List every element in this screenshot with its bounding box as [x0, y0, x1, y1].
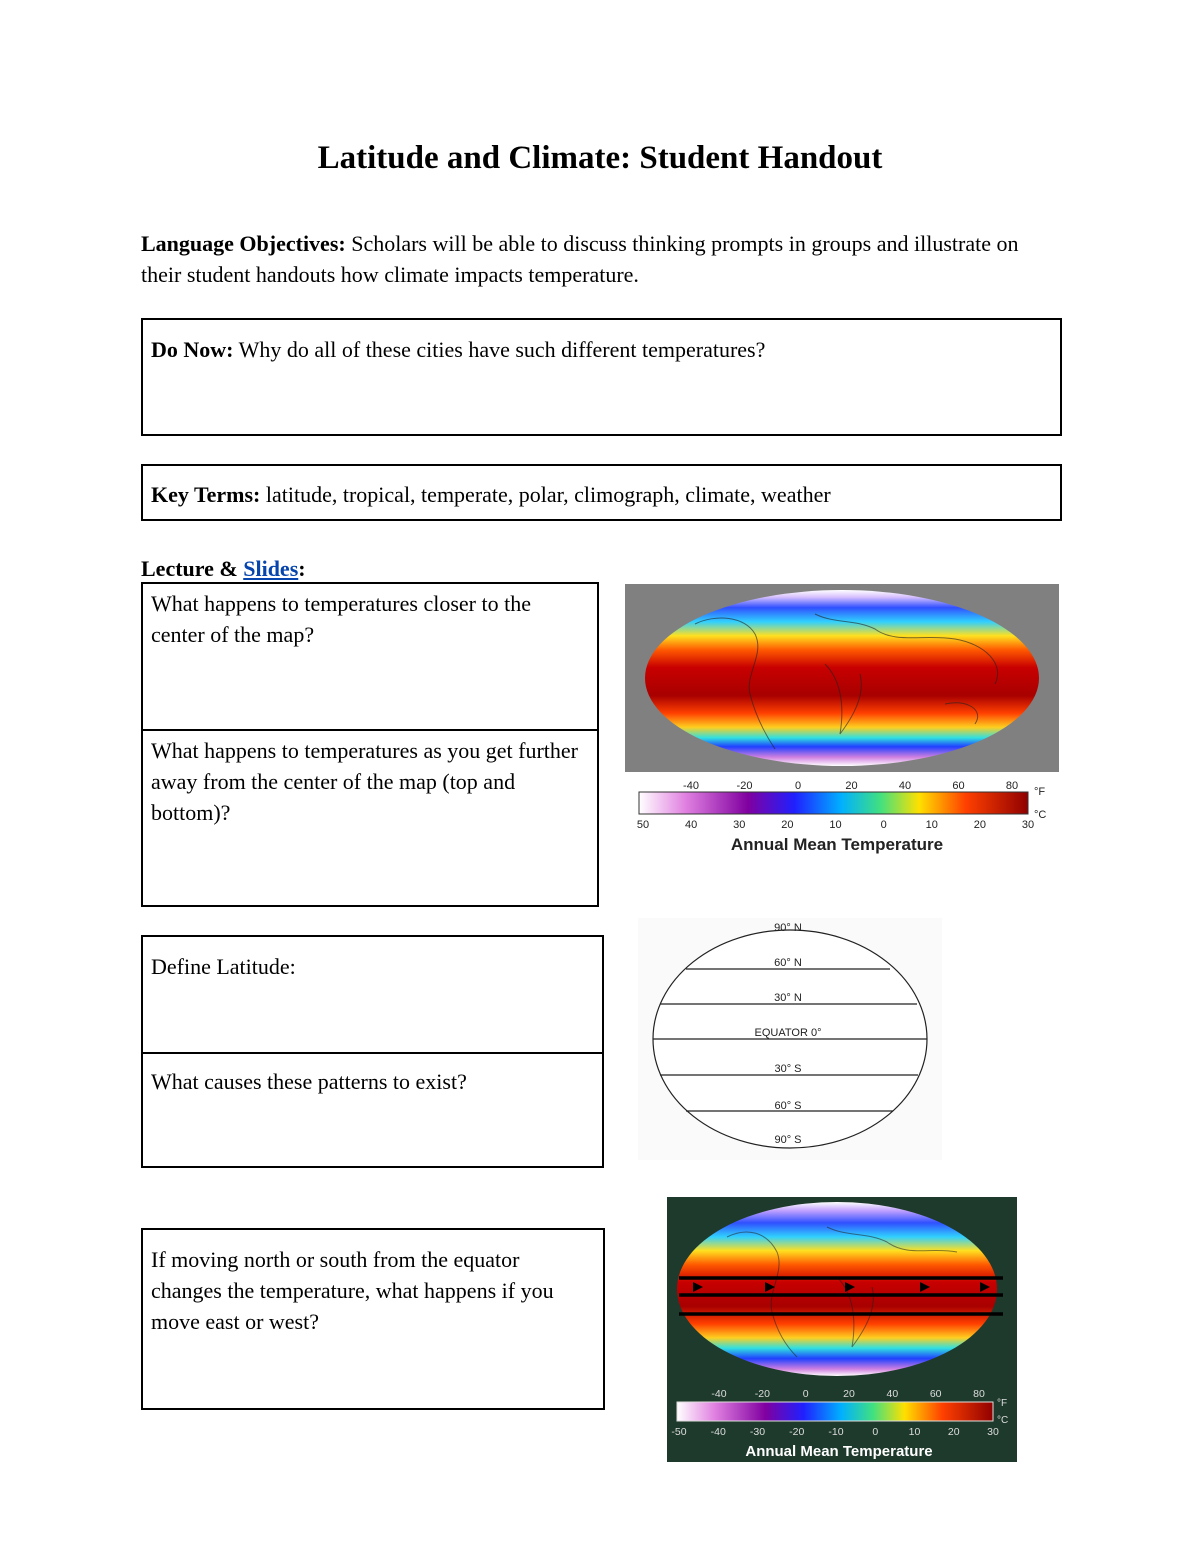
lecture-heading	[141, 553, 306, 584]
map-title: Annual Mean Temperature	[730, 835, 944, 854]
do-now-text: Why do all of these cities have such different temperatures?	[238, 337, 766, 362]
page-title: Latitude and Climate: Student Handout	[317, 140, 883, 176]
lat-label-equator: EQUATOR 0°	[754, 1027, 822, 1039]
question-text-5: If moving north or south from the equator changes the temperature, what happens if you move east or west?	[151, 1247, 554, 1334]
c2-tick-6: 10	[908, 1426, 921, 1438]
question-cell-2	[143, 729, 597, 904]
c2-tick-1: -40	[710, 1426, 726, 1438]
c2-tick-4: -10	[828, 1426, 844, 1438]
question-table-1	[141, 582, 599, 907]
f-tick-5: 60	[952, 780, 965, 792]
world-map-ellipse	[645, 590, 1039, 766]
question-cell-4	[143, 1052, 602, 1165]
question-table-2	[141, 935, 604, 1168]
f2-tick-4: 40	[886, 1388, 899, 1400]
annual-mean-temperature-map	[625, 584, 1059, 859]
f-tick-4: 40	[898, 780, 912, 792]
lecture-colon: :	[298, 556, 306, 581]
question-table-3	[141, 1228, 605, 1410]
c-tick-1: 40	[685, 819, 698, 831]
do-now-box	[141, 318, 1062, 436]
f2-tick-1: -20	[754, 1388, 770, 1400]
lecture-label: Lecture &	[141, 556, 238, 581]
do-now-label: Do Now:	[151, 337, 234, 362]
question-cell-1	[143, 584, 597, 729]
lat-label-60s: 60° S	[774, 1100, 802, 1112]
c-tick-6: 10	[925, 819, 938, 831]
question-cell-5	[143, 1230, 603, 1341]
lat-label-90s: 90° S	[774, 1134, 802, 1146]
lat-label-30n: 30° N	[774, 992, 802, 1004]
unit-f-2: °F	[997, 1398, 1008, 1409]
c2-tick-7: 20	[947, 1426, 960, 1438]
latitude-lines-diagram	[638, 918, 942, 1160]
language-objectives	[141, 228, 1061, 290]
c2-tick-2: -30	[749, 1426, 766, 1438]
temperature-color-scale-2	[677, 1402, 993, 1421]
lat-label-90n: 90° N	[774, 922, 802, 934]
c2-tick-8: 30	[987, 1426, 999, 1438]
unit-c-2: °C	[997, 1415, 1009, 1426]
unit-c: °C	[1034, 809, 1047, 821]
question-text-3: Define Latitude:	[151, 954, 296, 979]
c-tick-8: 30	[1021, 819, 1035, 831]
unit-f: °F	[1034, 786, 1046, 798]
temperature-color-scale	[639, 792, 1028, 814]
c2-tick-3: -20	[789, 1426, 805, 1438]
lat-label-30s: 30° S	[774, 1063, 802, 1075]
f2-tick-3: 20	[843, 1388, 855, 1400]
question-text-2: What happens to temperatures as you get further away from the center of the map (top and bottom)?	[151, 738, 579, 825]
objectives-text: Scholars will be able to discuss thinking prompts in groups and illustrate on their student handouts how climate impacts temperature.	[141, 231, 1019, 287]
f2-tick-6: 80	[973, 1388, 985, 1400]
f2-tick-5: 60	[929, 1388, 942, 1400]
c-tick-4: 10	[829, 819, 842, 831]
c-tick-7: 20	[973, 819, 986, 831]
key-terms-text: latitude, tropical, temperate, polar, climograph, climate, weather	[265, 482, 831, 507]
lat-label-60n: 60° N	[774, 957, 802, 969]
question-cell-3	[143, 937, 602, 1052]
f2-tick-2: 0	[802, 1388, 809, 1400]
slides-link[interactable]: Slides	[243, 556, 299, 581]
f-tick-3: 20	[845, 780, 858, 792]
f-tick-1: -20	[736, 780, 753, 792]
c-tick-3: 20	[781, 819, 794, 831]
world-map-ellipse-2	[677, 1202, 997, 1376]
c2-tick-5: 0	[872, 1426, 879, 1438]
question-text-1: What happens to temperatures closer to the center of the map?	[151, 591, 531, 647]
f-tick-2: 0	[794, 780, 802, 792]
c2-tick-0: -50	[671, 1426, 687, 1438]
c-tick-2: 30	[733, 819, 746, 831]
f-tick-6: 80	[1005, 780, 1019, 792]
f2-tick-0: -40	[711, 1388, 727, 1400]
f-tick-0: -40	[683, 780, 699, 792]
key-terms-box	[141, 464, 1062, 521]
question-text-4: What causes these patterns to exist?	[151, 1069, 467, 1094]
c-tick-5: 0	[880, 819, 887, 831]
map-title-2: Annual Mean Temperature	[745, 1443, 933, 1460]
key-terms-label: Key Terms:	[151, 482, 261, 507]
objectives-label: Language Objectives:	[141, 231, 346, 256]
c-tick-0: 50	[636, 819, 650, 831]
annual-mean-temperature-map-arrows	[667, 1197, 1017, 1462]
